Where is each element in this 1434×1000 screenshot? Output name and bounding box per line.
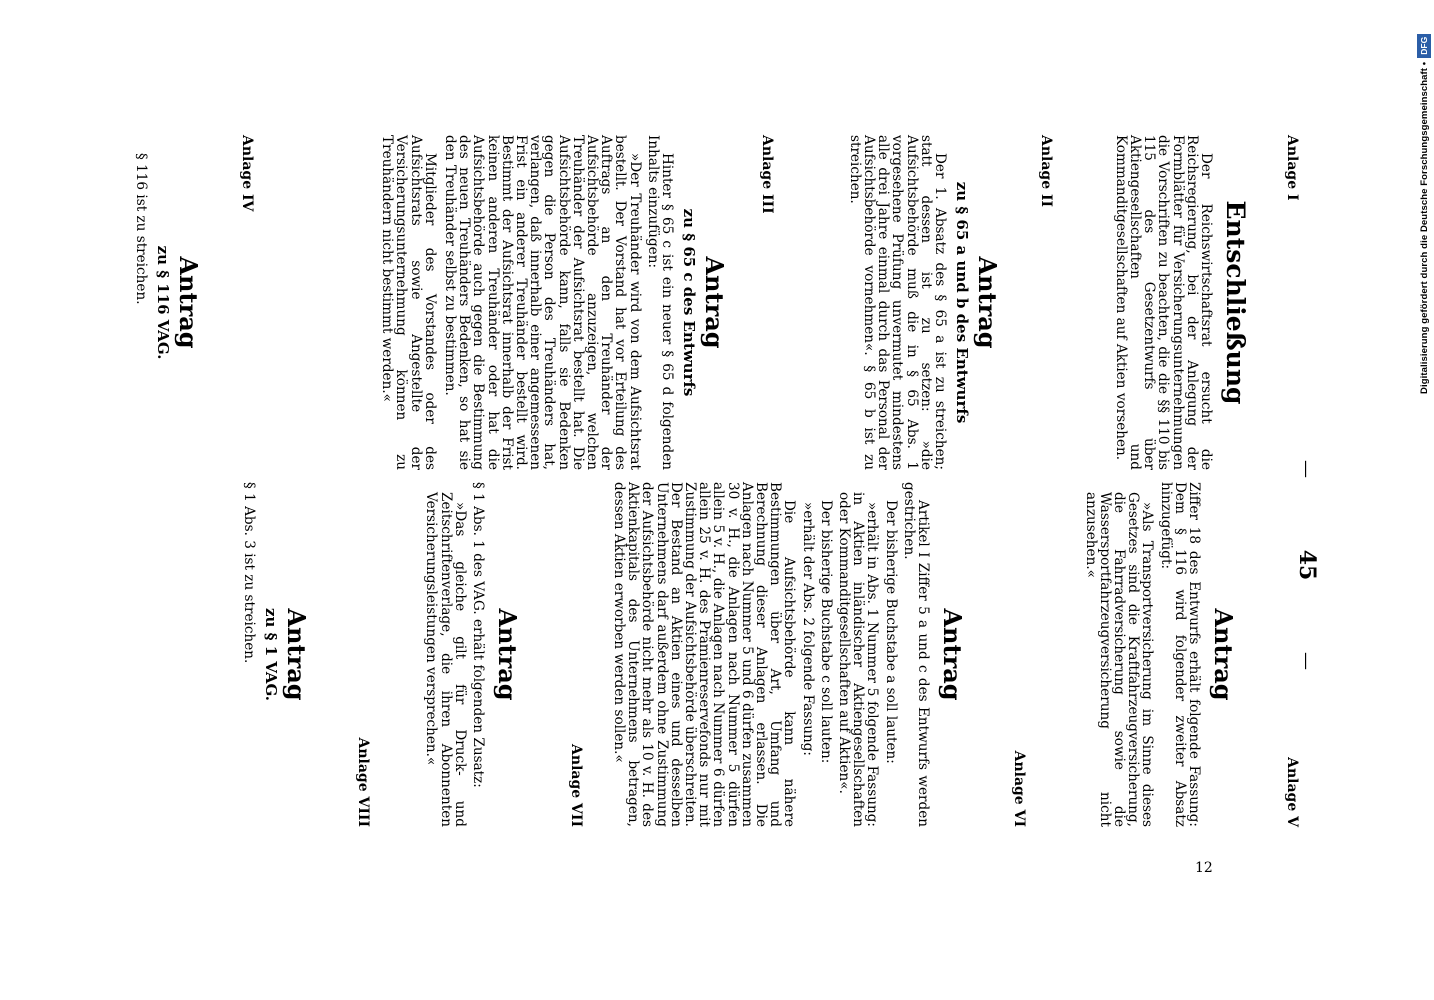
anlage-2-text: Der 1. Absatz des § 65 a ist zu streichen; statt dessen ist zu setzen: »die Aufsichtsbehörde muß die in § 65 Abs. 1 vorgesehene Prüfung unvermutet mindestens alle drei Jahre einmal durch das Personal der Aufsichtsbehörde vornehmen«. § 65 b ist zu streichen.	[846, 135, 948, 470]
anlage-5-section	[1027, 482, 1300, 827]
anlage-6-text3: Der bisherige Buchstabe c soll lauten:	[817, 500, 834, 764]
anlage-1-label: Anlage I	[1284, 135, 1300, 201]
anlage-3-quote: »Der Treuhänder wird von dem Aufsichtsrat bestellt. Der Vorstand hat vor Erteilung des Auftrags an den Treuhänder der Aufsichtsbehörde anzuzeigen, welchen Treuhänder der Aufsichtsrat bestellt hat. Die Aufsichtsbehörde kann, falls sie Bedenken gegen die Person des Treuhänders hat, verlangen, daß innerhalb einer angemessenen Frist ein anderer Treuhänder bestellt wird. Bestimmt der Aufsichtsrat innerhalb der Frist keinen anderen Treuhänder oder hat die Aufsichtsbehörde auch gegen die Bestimmung des neuen Treuhänders Bedenken, so hat sie den Treuhänder selbst zu bestimmen.	[441, 135, 643, 470]
anlage-7-label: Anlage VII	[568, 744, 584, 827]
anlage-3-subtitle: zu § 65 c des Entwurfs	[680, 208, 698, 397]
anlage-4-title: Antrag	[174, 256, 203, 349]
anlage-6-text2: Der bisherige Buchstabe a soll lauten:	[882, 500, 899, 764]
anlage-3-title: Antrag	[700, 256, 729, 349]
anlage-8-label: Anlage VIII	[355, 737, 371, 827]
anlage-5-title: Antrag	[1209, 608, 1238, 701]
anlage-4-section	[134, 135, 255, 470]
anlage-1-section	[1054, 135, 1300, 470]
anlage-3-text2: Mitglieder des Vorstandes oder des Aufsichtsrats sowie Angestellte der Versicherungsunternehmung können zu Treuhändern nicht bestimmt werden.«	[379, 135, 438, 470]
left-column	[134, 135, 1300, 470]
anlage-7-quote: »Das gleiche gilt für Druck- und Zeitschriftenverlage, die ihren Abonnenten Versicherungsleistungen versprechen.«	[423, 492, 468, 827]
anlage-2-subtitle: zu § 65 a und b des Entwurfs	[953, 181, 971, 424]
anlage-8-title: Antrag	[282, 608, 311, 701]
anlage-7-section	[371, 482, 584, 827]
anlage-6-title: Antrag	[938, 608, 967, 701]
dash-right: —	[1296, 652, 1318, 670]
anlage-6-quote1: »erhält in Abs. 1 Nummer 5 folgende Fassung: in Aktien inländischer Aktiengesellschaften oder Kommanditgesellschaften auf Aktien«.	[835, 492, 881, 827]
anlage-1-title: Entschließung	[1221, 200, 1250, 405]
dash-left: —	[1296, 460, 1318, 478]
anlage-4-subtitle: zu § 116 VAG.	[154, 245, 172, 360]
anlage-5-label: Anlage V	[1284, 757, 1300, 827]
anlage-1-text: Der Reichswirtschaftsrat ersucht die Reichsregierung, bei der Anlegung der Formblätter für Versicherungsunternehmungen die Vorschriften zu beachten, die die §§ 110 bis 115 des Gesetzentwurfs über Aktiengesellschaften und Kommanditgesellschaften auf Aktien vorsehen.	[1112, 135, 1214, 470]
anlage-5-text: Ziffer 18 des Entwurfs erhält folgende Fassung: Dem § 116 wird folgender zweiter Absatz hinzugefügt:	[1157, 482, 1202, 827]
digitization-banner	[1417, 6, 1434, 394]
anlage-4-text: § 116 ist zu streichen.	[133, 153, 149, 305]
anlage-6-text1: Artikel I Ziffer 5 a und c des Entwurfs werden gestrichen.	[900, 482, 931, 827]
anlage-3-label: Anlage III	[759, 135, 775, 214]
anlage-5-quote: »Als Transportversicherung im Sinne dieses Gesetzes sind die Kraftfahrzeugversicherung, die Fahrradversicherung sowie die Wassersportfahrzeugversicherung nicht anzusehen.«	[1082, 492, 1156, 827]
anlage-6-quote2: »erhält der Abs. 2 folgende Fassung:	[799, 502, 816, 757]
sheet-number: 12	[1195, 860, 1213, 876]
page-number: 45	[1294, 549, 1320, 581]
anlage-2-title: Antrag	[973, 256, 1002, 349]
anlage-8-subtitle: zu § 1 VAG.	[262, 608, 280, 701]
anlage-6-label: Anlage VI	[1011, 750, 1027, 827]
anlage-7-text: § 1 Abs. 1 des VAG. erhält folgenden Zusatz:	[470, 482, 486, 788]
banner-inner	[1417, 34, 1431, 394]
dfg-logo: DFG	[1417, 34, 1431, 58]
anlage-3-intro: Hinter § 65 c ist ein neuer § 65 d folgenden Inhalts einzufügen:	[644, 135, 675, 470]
anlage-2-label: Anlage II	[1038, 135, 1054, 208]
anlage-4-label: Anlage IV	[239, 135, 255, 212]
anlage-8-text: § 1 Abs. 3 ist zu streichen.	[241, 482, 257, 664]
anlage-8-section	[242, 482, 371, 827]
anlage-7-title: Antrag	[493, 608, 522, 701]
anlage-2-section	[775, 135, 1054, 470]
anlage-6-section	[584, 482, 1027, 827]
right-column	[242, 482, 1300, 827]
anlage-6-text4: Die Aufsichtsbehörde kann nähere Bestimmungen über Art, Umfang und Berechnung dieser Anlagen erlassen. Die Anlagen nach Nummer 5 und 6 dürfen zusammen 30 v. H., die Anlagen nach Nummer 5 dürfen allein 5 v. H., die Anlagen nach Nummer 6 dürfen allein 25 v. H. des Prämienreservefonds nur mit Zustimmung der Aufsichtsbehörde überschreiten. Der Bestand an Aktien eines und desselben Unternehmens darf außerdem ohne Zustimmung der Aufsichtsbehörde nicht mehr als 10 v. H. des Aktienkapitals des Unternehmens betragen, dessen Aktien erworben werden sollen.«	[610, 482, 798, 827]
banner-text: Digitalisierung gefördert durch die Deutsche Forschungsgemeinschaft •	[1418, 61, 1430, 394]
anlage-3-section	[255, 135, 775, 470]
